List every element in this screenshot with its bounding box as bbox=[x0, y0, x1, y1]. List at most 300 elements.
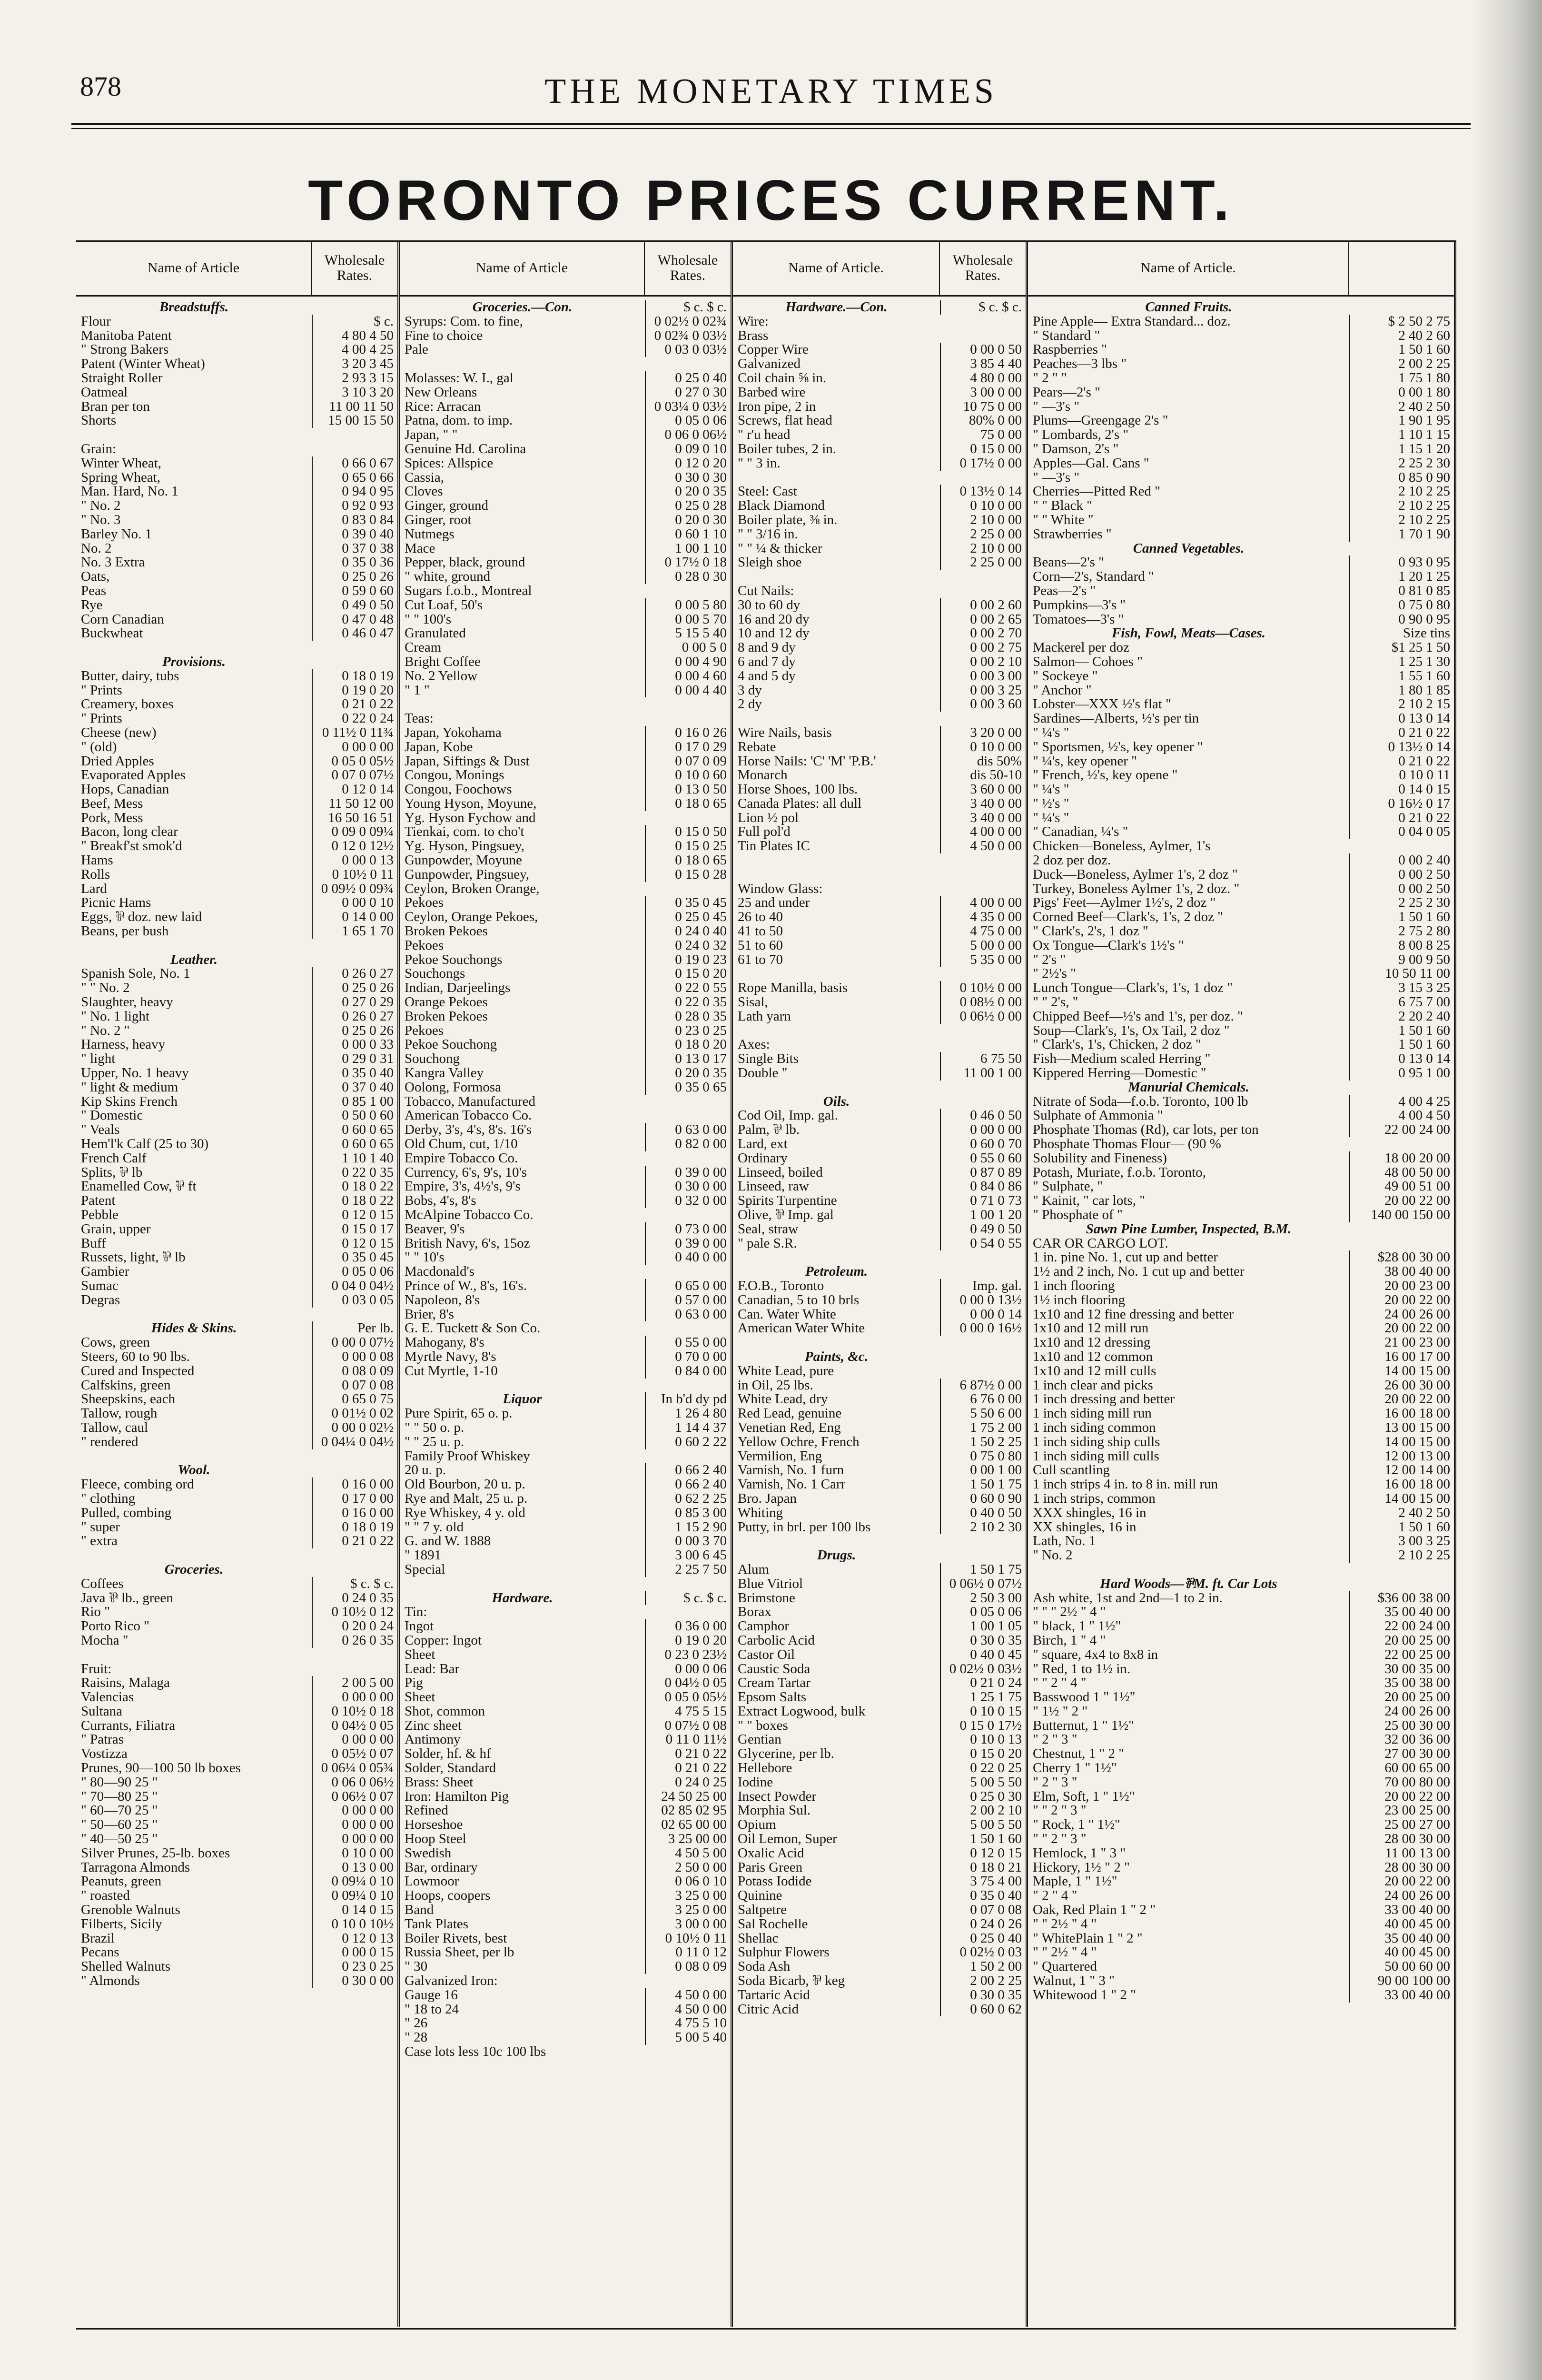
column-header-name: Name of Article bbox=[475, 259, 568, 276]
article-name: 1 inch strips 4 in. to 8 in. mill run bbox=[1033, 1478, 1218, 1492]
wholesale-rate: 23 00 25 00 bbox=[1349, 1804, 1454, 1818]
article-name: " ¼'s " bbox=[1033, 811, 1069, 825]
price-row bbox=[400, 1960, 731, 1974]
wholesale-rate: 4 00 0 00 bbox=[940, 825, 1026, 839]
price-row bbox=[400, 527, 731, 542]
wholesale-rate: 75 0 00 bbox=[940, 428, 1026, 442]
price-row bbox=[400, 655, 731, 669]
wholesale-rate: 1 10 1 15 bbox=[1349, 428, 1454, 442]
article-name: Brass: Sheet bbox=[405, 1775, 474, 1790]
price-row bbox=[733, 1222, 1026, 1237]
price-row bbox=[400, 1250, 731, 1265]
wholesale-rate: 0 00 0 00 bbox=[312, 1818, 397, 1832]
wholesale-rate: 3 25 0 00 bbox=[645, 1889, 731, 1903]
wholesale-rate: 35 00 40 00 bbox=[1349, 1932, 1454, 1946]
wholesale-rate: 0 35 0 65 bbox=[645, 1081, 731, 1095]
wholesale-rate: 0 25 0 28 bbox=[645, 499, 731, 513]
price-row bbox=[1028, 485, 1454, 499]
wholesale-rate: 0 16 0 00 bbox=[312, 1506, 397, 1520]
article-name: " black, 1 " 1½" bbox=[1033, 1619, 1121, 1634]
wholesale-rate: 6 76 0 00 bbox=[940, 1392, 1026, 1407]
article-name: Drugs. bbox=[817, 1548, 856, 1563]
wholesale-rate: 0 35 0 40 bbox=[312, 1066, 397, 1081]
wholesale-rate: 3 60 0 00 bbox=[940, 783, 1026, 797]
article-name: Caustic Soda bbox=[738, 1662, 811, 1676]
wholesale-rate: 60 00 65 00 bbox=[1349, 1761, 1454, 1775]
price-row bbox=[400, 555, 731, 570]
wholesale-rate: 0 18 0 65 bbox=[645, 853, 731, 868]
article-name: Varnish, No. 1 Carr bbox=[738, 1478, 846, 1492]
article-name: Cut Nails: bbox=[738, 584, 794, 598]
wholesale-rate: 0 26 0 27 bbox=[312, 967, 397, 981]
wholesale-rate: 0 00 2 75 bbox=[940, 641, 1026, 655]
price-row bbox=[400, 1081, 731, 1095]
wholesale-rate: 25 00 30 00 bbox=[1349, 1719, 1454, 1733]
article-name: " No. 2 " bbox=[81, 1023, 130, 1038]
article-name: Orange Pekoes bbox=[405, 995, 488, 1010]
price-row bbox=[1028, 995, 1454, 1010]
wholesale-rate: 4 00 4 50 bbox=[1349, 1109, 1454, 1123]
price-row bbox=[1028, 1449, 1454, 1464]
price-row bbox=[733, 1988, 1026, 2003]
price-row bbox=[1028, 896, 1454, 910]
wholesale-rate: 0 21 0 22 bbox=[312, 1534, 397, 1548]
article-name: Empire, 3's, 4½'s, 9's bbox=[405, 1180, 521, 1194]
article-name: Cherries—Pitted Red " bbox=[1033, 485, 1160, 499]
column-header-name: Name of Article. bbox=[1140, 259, 1236, 276]
price-row bbox=[1028, 357, 1454, 371]
section-heading bbox=[400, 1392, 731, 1407]
article-name: Shellac bbox=[738, 1931, 779, 1946]
article-name: Wire: bbox=[738, 314, 769, 329]
price-row bbox=[400, 343, 731, 357]
wholesale-rate: 4 00 0 00 bbox=[940, 896, 1026, 910]
wholesale-rate: 1 50 1 60 bbox=[1349, 1038, 1454, 1052]
price-row bbox=[1028, 1492, 1454, 1506]
price-row bbox=[400, 1506, 731, 1520]
price-row bbox=[733, 584, 1026, 598]
wholesale-rate: 20 00 22 00 bbox=[1349, 1321, 1454, 1336]
price-row bbox=[400, 613, 731, 627]
price-row bbox=[400, 428, 731, 442]
article-name: Man. Hard, No. 1 bbox=[81, 485, 178, 499]
wholesale-rate: 3 00 6 45 bbox=[645, 1548, 731, 1563]
column-header bbox=[733, 240, 1026, 297]
price-row bbox=[733, 1591, 1026, 1606]
article-name: Carbolic Acid bbox=[738, 1633, 815, 1648]
price-row bbox=[1028, 570, 1454, 584]
price-row bbox=[76, 1364, 397, 1378]
price-row bbox=[1028, 1421, 1454, 1435]
wholesale-rate: 18 00 20 00 bbox=[1349, 1151, 1454, 1166]
wholesale-rate: 14 00 15 00 bbox=[1349, 1364, 1454, 1378]
article-name: Tallow, caul bbox=[81, 1420, 148, 1435]
price-row bbox=[733, 1066, 1026, 1081]
wholesale-rate: 2 50 3 00 bbox=[940, 1591, 1026, 1606]
price-row bbox=[733, 1945, 1026, 1960]
price-row bbox=[1028, 910, 1454, 924]
article-name: Lunch Tongue—Clark's, 1's, 1 doz " bbox=[1033, 981, 1233, 996]
article-name: Picnic Hams bbox=[81, 896, 151, 911]
article-name: " " 100's bbox=[405, 612, 452, 627]
price-row bbox=[733, 1421, 1026, 1435]
article-name: Peas bbox=[81, 584, 107, 598]
price-row bbox=[733, 1024, 1026, 1038]
price-column-4 bbox=[1028, 240, 1456, 2327]
price-row bbox=[76, 740, 397, 754]
wholesale-rate: 0 25 0 26 bbox=[312, 981, 397, 995]
wholesale-rate: 0 13 0 17 bbox=[645, 1052, 731, 1066]
price-row bbox=[733, 641, 1026, 655]
article-name: Yg. Hyson, Pingsuey, bbox=[405, 839, 524, 854]
price-row bbox=[400, 1932, 731, 1946]
price-row bbox=[400, 1066, 731, 1081]
wholesale-rate: 0 63 0 00 bbox=[645, 1123, 731, 1137]
wholesale-rate: 0 00 0 00 bbox=[312, 1804, 397, 1818]
article-name: Steel: Cast bbox=[738, 485, 797, 499]
article-name: Soup—Clark's, 1's, Ox Tail, 2 doz " bbox=[1033, 1023, 1230, 1038]
article-name: Manitoba Patent bbox=[81, 328, 172, 343]
wholesale-rate: 0 70 0 00 bbox=[645, 1350, 731, 1364]
price-row bbox=[76, 386, 397, 400]
wholesale-rate: 50 00 60 00 bbox=[1349, 1960, 1454, 1974]
price-row bbox=[76, 1719, 397, 1733]
price-column-3 bbox=[733, 240, 1028, 2327]
price-row bbox=[76, 1733, 397, 1747]
wholesale-rate: 2 25 0 00 bbox=[940, 527, 1026, 542]
article-name: Solubility and Fineness) bbox=[1033, 1151, 1167, 1166]
article-name: Screws, flat head bbox=[738, 414, 832, 428]
price-row bbox=[1028, 1265, 1454, 1279]
wholesale-rate: dis 50% bbox=[940, 754, 1026, 769]
wholesale-rate: 1 15 2 90 bbox=[645, 1520, 731, 1535]
wholesale-rate: 0 35 0 40 bbox=[940, 1889, 1026, 1903]
wholesale-rate: 1 65 1 70 bbox=[312, 924, 397, 939]
article-name: Cured and Inspected bbox=[81, 1364, 195, 1378]
article-name: Butternut, 1 " 1½" bbox=[1033, 1718, 1134, 1733]
price-row bbox=[76, 839, 397, 853]
article-name: " 2 " 3 " bbox=[1033, 1733, 1077, 1747]
section-heading bbox=[76, 655, 397, 669]
price-row bbox=[400, 1903, 731, 1917]
wholesale-rate: 1 26 4 80 bbox=[645, 1407, 731, 1421]
wholesale-rate: 0 25 0 30 bbox=[940, 1790, 1026, 1804]
wholesale-rate: dis 50-10 bbox=[940, 768, 1026, 783]
article-name: Bran per ton bbox=[81, 399, 150, 414]
article-name: Spring Wheat, bbox=[81, 470, 160, 485]
wholesale-rate: 0 39 0 00 bbox=[645, 1237, 731, 1251]
price-row bbox=[733, 1250, 1026, 1265]
price-row bbox=[400, 1350, 731, 1364]
price-row bbox=[733, 1619, 1026, 1634]
article-name: 10 and 12 dy bbox=[738, 626, 810, 641]
wholesale-rate: 1 50 1 60 bbox=[1349, 910, 1454, 924]
price-row bbox=[1028, 1293, 1454, 1308]
article-name: 26 to 40 bbox=[738, 910, 783, 925]
wholesale-rate: 0 94 0 95 bbox=[312, 485, 397, 499]
wholesale-rate: 0 46 0 47 bbox=[312, 626, 397, 641]
article-name: Manurial Chemicals. bbox=[1128, 1080, 1249, 1095]
article-name: Lobster—XXX ½'s flat " bbox=[1033, 697, 1171, 712]
price-row bbox=[1028, 1194, 1454, 1208]
price-row bbox=[733, 1435, 1026, 1449]
wholesale-rate: 0 02½ 0 02¾ bbox=[645, 315, 731, 329]
wholesale-rate: $ 2 50 2 75 bbox=[1349, 315, 1454, 329]
article-name: Chipped Beef—½'s and 1's, per doz. " bbox=[1033, 1009, 1243, 1024]
wholesale-rate: 0 57 0 00 bbox=[645, 1293, 731, 1308]
price-row bbox=[400, 1619, 731, 1634]
price-row bbox=[76, 371, 397, 386]
article-name: Derby, 3's, 4's, 8's. 16's bbox=[405, 1123, 532, 1138]
price-row bbox=[1028, 641, 1454, 655]
wholesale-rate: 0 30 0 00 bbox=[312, 1974, 397, 1988]
wholesale-rate: 1 00 1 20 bbox=[940, 1208, 1026, 1222]
price-row bbox=[76, 1945, 397, 1960]
wholesale-rate: 0 54 0 55 bbox=[940, 1237, 1026, 1251]
price-row bbox=[400, 1775, 731, 1790]
article-name: Solder, hf. & hf bbox=[405, 1747, 491, 1762]
price-rows bbox=[400, 297, 731, 2059]
price-row bbox=[76, 1775, 397, 1790]
price-row bbox=[76, 1605, 397, 1619]
price-row bbox=[1028, 1861, 1454, 1875]
article-name: Kippered Herring—Domestic " bbox=[1033, 1066, 1206, 1081]
wholesale-rate: 27 00 30 00 bbox=[1349, 1747, 1454, 1761]
wholesale-rate: 0 21 0 22 bbox=[645, 1761, 731, 1775]
price-row bbox=[1028, 371, 1454, 386]
wholesale-rate: 2 20 2 40 bbox=[1349, 1010, 1454, 1024]
price-row bbox=[733, 2003, 1026, 2017]
price-row bbox=[400, 1520, 731, 1535]
article-name: Oatmeal bbox=[81, 385, 128, 400]
article-name: 2 doz per doz. bbox=[1033, 853, 1111, 868]
price-row bbox=[400, 1577, 731, 1591]
wholesale-rate: 0 23 0 23½ bbox=[645, 1648, 731, 1662]
price-row bbox=[76, 1407, 397, 1421]
wholesale-rate: 0 82 0 00 bbox=[645, 1137, 731, 1151]
wholesale-rate: 0 21 0 22 bbox=[1349, 811, 1454, 825]
wholesale-rate: 2 00 5 00 bbox=[312, 1676, 397, 1690]
wholesale-rate: 0 20 0 30 bbox=[645, 513, 731, 527]
wholesale-rate: 0 16 0 26 bbox=[645, 726, 731, 740]
article-name: Camphor bbox=[738, 1619, 789, 1634]
wholesale-rate: 0 26 0 35 bbox=[312, 1634, 397, 1648]
article-name: " ¼'s, key opener " bbox=[1033, 754, 1137, 769]
price-row bbox=[400, 456, 731, 471]
price-row bbox=[1028, 1250, 1454, 1265]
article-name: Canada Plates: all dull bbox=[738, 796, 862, 811]
article-name: 1 inch siding mill culls bbox=[1033, 1449, 1159, 1464]
article-name: " 1 " bbox=[405, 683, 430, 698]
price-row bbox=[400, 1548, 731, 1563]
price-row bbox=[733, 456, 1026, 471]
article-name: Coffees bbox=[81, 1577, 124, 1591]
price-row bbox=[733, 1577, 1026, 1591]
wholesale-rate: 2 40 2 50 bbox=[1349, 400, 1454, 414]
wholesale-rate: 4 75 5 10 bbox=[645, 2016, 731, 2031]
price-row bbox=[76, 1052, 397, 1066]
wholesale-rate: 28 00 30 00 bbox=[1349, 1832, 1454, 1846]
price-row bbox=[76, 1478, 397, 1492]
article-name: Pigs' Feet—Aylmer 1½'s, 2 doz " bbox=[1033, 896, 1216, 911]
article-name: Copper Wire bbox=[738, 343, 809, 357]
price-row bbox=[733, 598, 1026, 613]
section-heading bbox=[733, 1095, 1026, 1109]
price-row bbox=[76, 697, 397, 712]
wholesale-rate: 2 40 2 50 bbox=[1349, 1506, 1454, 1520]
wholesale-rate: 0 28 0 30 bbox=[645, 570, 731, 584]
price-row bbox=[733, 542, 1026, 556]
price-row bbox=[400, 1605, 731, 1619]
price-row bbox=[1028, 1321, 1454, 1336]
article-name: " Kainit, " car lots, " bbox=[1033, 1194, 1146, 1208]
price-row bbox=[1028, 1279, 1454, 1293]
wholesale-rate: Size tins bbox=[1349, 626, 1454, 641]
wholesale-rate: 0 00 0 06 bbox=[645, 1662, 731, 1676]
article-name: Degras bbox=[81, 1293, 120, 1308]
wholesale-rate: 0 07 0 09 bbox=[645, 754, 731, 769]
wholesale-rate: 0 83 0 84 bbox=[312, 513, 397, 527]
article-name: Filberts, Sicily bbox=[81, 1917, 162, 1932]
article-name: Boiler tubes, 2 in. bbox=[738, 442, 837, 456]
article-name: Steers, 60 to 90 lbs. bbox=[81, 1349, 190, 1364]
price-row bbox=[1028, 1208, 1454, 1222]
price-row bbox=[1028, 400, 1454, 414]
price-row bbox=[1028, 1874, 1454, 1889]
article-name: " r'u head bbox=[738, 428, 791, 442]
price-row bbox=[76, 513, 397, 527]
article-name: 16 and 20 dy bbox=[738, 612, 810, 627]
article-name: Hickory, 1½ " 2 " bbox=[1033, 1860, 1130, 1875]
price-row bbox=[1028, 1534, 1454, 1548]
price-row bbox=[76, 1208, 397, 1222]
article-name: Borax bbox=[738, 1605, 771, 1620]
wholesale-rate: 0 12 0 15 bbox=[312, 1237, 397, 1251]
article-name: Souchong bbox=[405, 1052, 460, 1067]
price-row bbox=[1028, 1945, 1454, 1960]
wholesale-rate: 0 02¾ 0 03½ bbox=[645, 329, 731, 343]
article-name: Gunpowder, Moyune bbox=[405, 853, 522, 868]
price-row bbox=[733, 1336, 1026, 1350]
article-name: " 2 " 3 " bbox=[1033, 1775, 1077, 1790]
wholesale-rate: 35 00 40 00 bbox=[1349, 1605, 1454, 1619]
article-name: Full pol'd bbox=[738, 825, 791, 840]
price-row bbox=[1028, 1747, 1454, 1761]
wholesale-rate: Imp. gal. bbox=[940, 1279, 1026, 1293]
wholesale-rate: 40 00 45 00 bbox=[1349, 1945, 1454, 1960]
wholesale-rate: 2 10 2 25 bbox=[1349, 499, 1454, 513]
wholesale-rate: 0 12 0 13 bbox=[312, 1932, 397, 1946]
price-row bbox=[733, 485, 1026, 499]
wholesale-rate: 1 50 2 00 bbox=[940, 1960, 1026, 1974]
article-name: 1x10 and 12 mill run bbox=[1033, 1321, 1149, 1336]
wholesale-rate: 0 15 0 17 bbox=[312, 1222, 397, 1237]
article-name: Boiler plate, ⅜ in. bbox=[738, 513, 838, 527]
price-row bbox=[1028, 1336, 1454, 1350]
wholesale-rate: 0 04 0 04½ bbox=[312, 1279, 397, 1293]
price-row bbox=[400, 1563, 731, 1577]
price-row bbox=[76, 1705, 397, 1719]
wholesale-rate: 0 21 0 22 bbox=[312, 697, 397, 712]
wholesale-rate: 0 00 2 50 bbox=[1349, 882, 1454, 896]
article-name: Pecans bbox=[81, 1945, 119, 1960]
wholesale-rate: 5 35 0 00 bbox=[940, 953, 1026, 967]
price-row bbox=[76, 1747, 397, 1761]
price-row bbox=[733, 924, 1026, 939]
price-column-1 bbox=[76, 240, 400, 2327]
wholesale-rate: 0 06 0 06½ bbox=[645, 428, 731, 442]
wholesale-rate: 0 00 0 33 bbox=[312, 1038, 397, 1052]
price-row bbox=[1028, 1804, 1454, 1818]
wholesale-rate: 0 13 0 00 bbox=[312, 1861, 397, 1875]
price-row bbox=[400, 1364, 731, 1378]
article-name: Macdonald's bbox=[405, 1265, 474, 1279]
article-name: " " 50 o. p. bbox=[405, 1420, 465, 1435]
wholesale-rate: 0 06¼ 0 05¾ bbox=[312, 1761, 397, 1775]
article-name: " " 2's, " bbox=[1033, 995, 1078, 1010]
article-name: Fish—Medium scaled Herring " bbox=[1033, 1052, 1211, 1067]
article-name: Currants, Filiatra bbox=[81, 1718, 176, 1733]
wholesale-rate: 3 40 0 00 bbox=[940, 797, 1026, 811]
wholesale-rate: 02 85 02 95 bbox=[645, 1804, 731, 1818]
wholesale-rate: 6 75 50 bbox=[940, 1052, 1026, 1066]
article-name: Tank Plates bbox=[405, 1917, 469, 1932]
wholesale-rate: 0 60 2 22 bbox=[645, 1435, 731, 1449]
article-name: " " 2½ " 4 " bbox=[1033, 1945, 1097, 1960]
price-row bbox=[733, 1237, 1026, 1251]
price-row bbox=[76, 1577, 397, 1591]
price-row bbox=[733, 1818, 1026, 1832]
price-row bbox=[1028, 1350, 1454, 1364]
article-name: Sultana bbox=[81, 1704, 122, 1719]
price-row bbox=[733, 712, 1026, 726]
price-row bbox=[76, 811, 397, 825]
price-row bbox=[400, 1407, 731, 1421]
price-row bbox=[76, 1250, 397, 1265]
article-name: 25 and under bbox=[738, 896, 810, 911]
article-name: " 28 bbox=[405, 2031, 428, 2045]
article-name: Upper, No. 1 heavy bbox=[81, 1066, 189, 1081]
price-row bbox=[1028, 1038, 1454, 1052]
price-row bbox=[733, 967, 1026, 981]
price-row bbox=[733, 811, 1026, 825]
price-row bbox=[400, 1790, 731, 1804]
wholesale-rate: 0 84 0 86 bbox=[940, 1180, 1026, 1194]
price-row bbox=[733, 499, 1026, 513]
price-row bbox=[76, 726, 397, 740]
article-name: Brass bbox=[738, 328, 769, 343]
price-row bbox=[76, 1180, 397, 1194]
wholesale-rate: 0 17½ 0 18 bbox=[645, 555, 731, 570]
section-heading bbox=[400, 1591, 731, 1606]
price-row bbox=[733, 1634, 1026, 1648]
wholesale-rate: 0 15 0 50 bbox=[645, 825, 731, 839]
article-name: Salmon— Cohoes " bbox=[1033, 654, 1143, 669]
article-name: " Lombards, 2's " bbox=[1033, 428, 1129, 442]
article-name: Swedish bbox=[405, 1846, 452, 1861]
price-row bbox=[1028, 1676, 1454, 1690]
price-row bbox=[76, 868, 397, 882]
price-row bbox=[1028, 783, 1454, 797]
wholesale-rate: 2 93 3 15 bbox=[312, 371, 397, 386]
wholesale-rate: 0 40 0 45 bbox=[940, 1648, 1026, 1662]
price-row bbox=[76, 1435, 397, 1449]
price-row bbox=[400, 1208, 731, 1222]
article-name: " " 7 y. old bbox=[405, 1520, 464, 1535]
article-name: Tin: bbox=[405, 1605, 427, 1620]
article-name: Patent (Winter Wheat) bbox=[81, 357, 205, 371]
price-row bbox=[76, 485, 397, 499]
